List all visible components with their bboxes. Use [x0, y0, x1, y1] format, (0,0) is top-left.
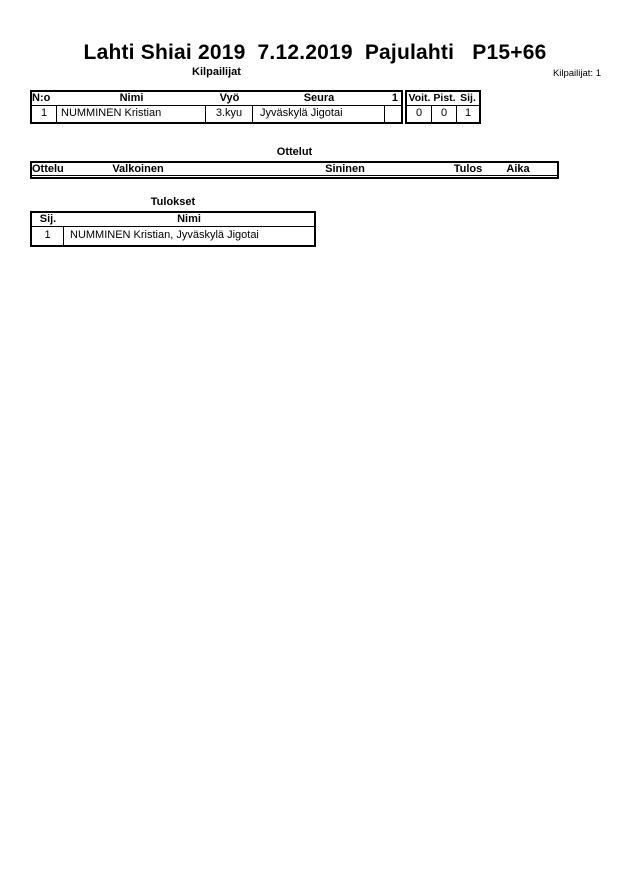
results-table	[30, 211, 316, 247]
competitor-belt: 3.kyu	[206, 106, 253, 122]
matches-table-header-row	[32, 163, 557, 176]
col-header-wins: Voit.	[408, 92, 431, 104]
col-header-pool-1: 1	[391, 92, 398, 104]
competitors-table	[30, 90, 403, 124]
results-table-row	[32, 227, 314, 245]
col-header-place: Sij.	[460, 92, 476, 104]
competitors-score-table	[405, 90, 481, 124]
col-header-club: Seura	[303, 92, 335, 104]
competitor-points: 0	[432, 106, 457, 122]
competitor-number: 1	[32, 106, 57, 122]
competitors-table-row	[32, 106, 401, 122]
col-header-white: Valkoinen	[112, 163, 164, 175]
results-table-header-row	[32, 213, 314, 227]
score-table-header-row	[407, 92, 479, 106]
col-header-time: Aika	[506, 163, 530, 175]
matches-table	[30, 161, 559, 179]
col-header-match: Ottelu	[32, 163, 64, 175]
competitor-wins: 0	[407, 106, 432, 122]
col-header-no: N:o	[32, 92, 51, 104]
competitors-count-label: Kilpailijat: 1	[552, 68, 601, 79]
result-place: 1	[32, 227, 64, 245]
col-header-result-name: Nimi	[177, 213, 201, 225]
competitor-name: NUMMINEN Kristian	[57, 106, 206, 122]
competitor-place: 1	[464, 107, 472, 119]
score-table-row	[407, 106, 479, 122]
competitor-pool-1-cell	[385, 106, 401, 122]
page-title: Lahti Shiai 2019 7.12.2019 Pajulahti P15+66	[83, 41, 547, 64]
competitor-club: Jyväskylä Jigotai	[253, 106, 385, 122]
result-name: NUMMINEN Kristian, Jyväskylä Jigotai	[70, 229, 259, 241]
col-header-result-place: Sij.	[39, 213, 57, 225]
competitors-heading: Kilpailijat	[192, 66, 241, 78]
col-header-blue: Sininen	[325, 163, 365, 175]
results-heading: Tulokset	[150, 196, 196, 208]
col-header-points: Pist.	[433, 92, 456, 104]
competitors-table-header-row	[32, 92, 401, 106]
col-header-belt: Vyö	[219, 92, 240, 104]
matches-heading: Ottelut	[276, 146, 313, 158]
col-header-name: Nimi	[119, 92, 144, 104]
col-header-result: Tulos	[453, 163, 483, 175]
